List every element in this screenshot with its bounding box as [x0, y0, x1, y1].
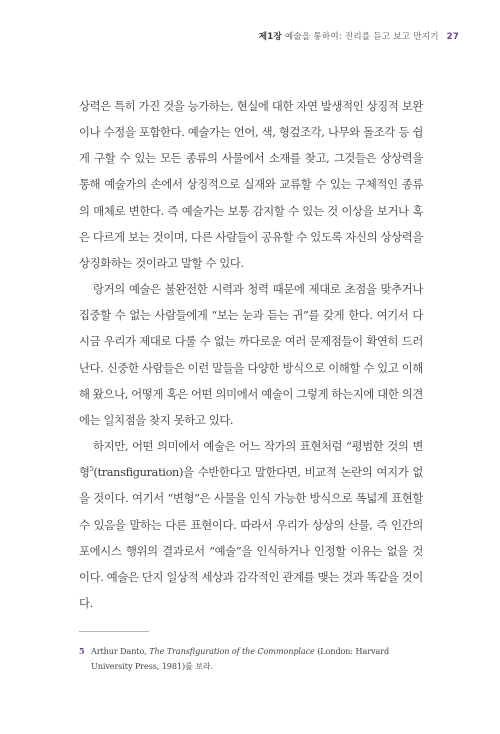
footnote-number: 5: [79, 646, 85, 656]
chapter-label: 제1장: [258, 32, 282, 42]
paragraph-3-part-1: 하지만, 어떤 의미에서 예술은 어느 작가의 표현처럼 “평범한 것의 변형: [79, 439, 423, 480]
footnote: [79, 644, 423, 673]
main-text: [79, 93, 423, 616]
footnote-reference: 5: [89, 465, 94, 474]
page-number: 27: [446, 32, 459, 42]
paragraph-3-part-2: (transfiguration)을 수반한다고 말한다면, 비교적 논란의 여지가 없을 것이다. 여기서 “변형”은 사물을 인식 가능한 방식으로 폭넓게 표현할 수 있음을 말하는 다른 표현이다. 따라서 우리가 상상의 산물, 즉 인간의 포에시스 행위의 결과로서 “예술”을 인식하거나 인정할 이유는 없을 것이다. 예술은 단지 일상적 세상과 감각적인 관계를 맺는 것과 똑같을 것이다.: [79, 465, 423, 610]
running-header: [259, 30, 459, 42]
chapter-title: 예술을 통하여: 진리를 듣고 보고 만지기: [284, 32, 439, 42]
footnote-divider: [79, 631, 149, 632]
footnote-publication: (London: Harvard University Press, 1981)를 보라.: [91, 646, 390, 671]
footnote-text: [79, 644, 423, 673]
footnote-book-title: The Transfiguration of the Commonplace: [149, 646, 315, 656]
paragraph-1: 상력은 특히 가진 것을 능가하는, 현실에 대한 자연 발생적인 상징적 보완이나 수정을 포함한다. 예술가는 언어, 색, 형겊조각, 나무와 돌조각 등 쉽게 구할 수 있는 모든 종류의 사물에서 소재를 찾고, 그것들은 상상력을 통해 예술가의 손에서 상징적으로 실재와 교류할 수 있는 구체적인 종류의 매체로 변한다. 즉 예술가는 보통 감지할 수 있는 것 이상을 보거나 혹은 다르게 보는 것이며, 다른 사람들이 공유할 수 있도록 자신의 상상력을 상징화하는 것이라고 말할 수 있다.: [79, 99, 423, 270]
footnote-author: Arthur Danto,: [91, 646, 147, 656]
paragraph-3: [79, 433, 423, 616]
paragraph-2: 랑거의 예술은 불완전한 시력과 청력 때문에 제대로 초점을 맞추거나 집중할 수 없는 사람들에게 “보는 눈과 듣는 귀”를 갖게 한다. 여기서 다시금 우리가 제대로 다룰 수 없는 까다로운 여러 문제점들이 확연히 드러난다. 신중한 사람들은 이런 말들을 다양한 방식으로 이해할 수 있고 이해해 왔으나, 어떻게 혹은 어떤 의미에서 예술이 그렇게 하는지에 대한 의견에는 일치점을 찾지 못하고 있다.: [79, 282, 423, 427]
